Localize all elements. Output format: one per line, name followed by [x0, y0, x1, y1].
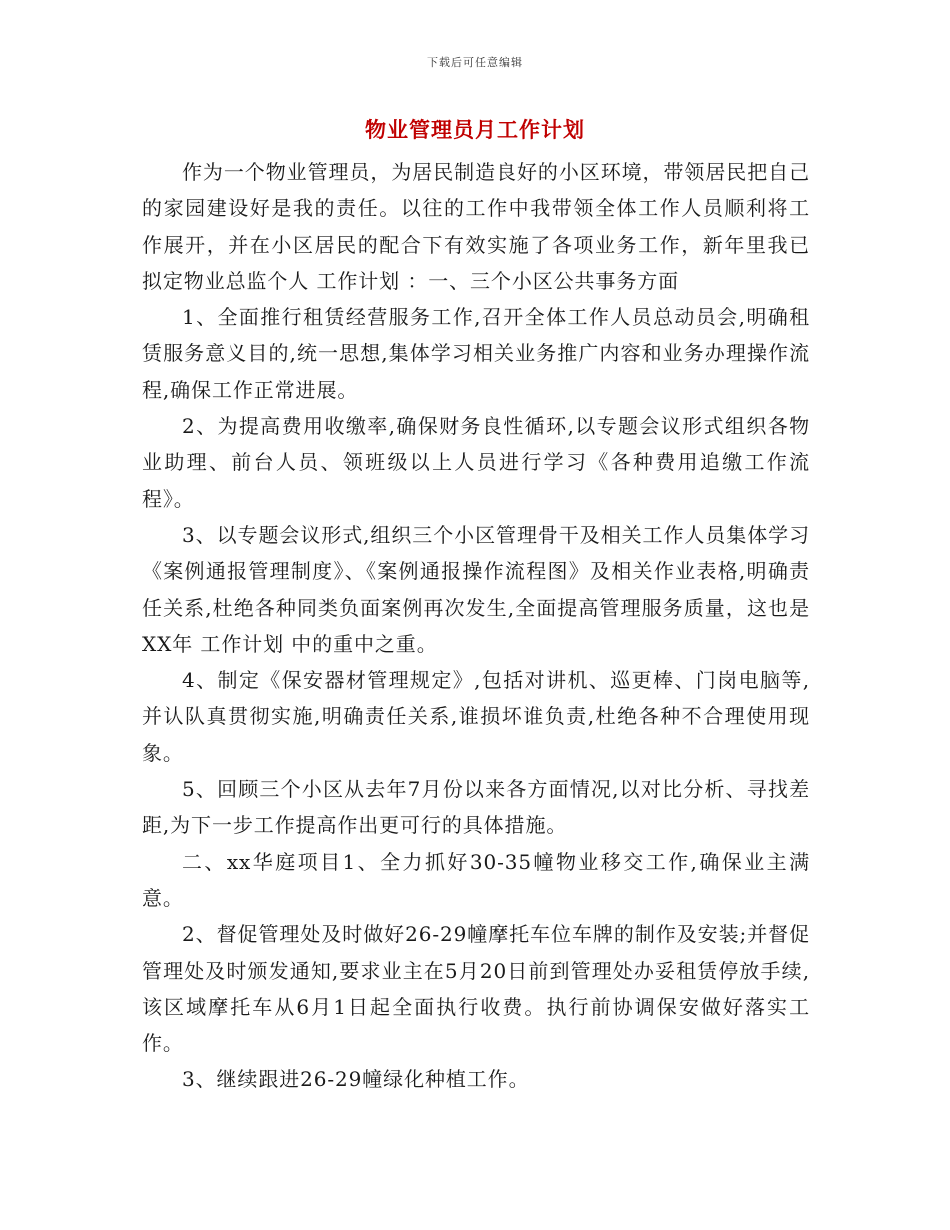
- paragraph-item-1: 1、全面推行租赁经营服务工作,召开全体工作人员总动员会,明确租赁服务意义目的,统一思想,集体学习相关业务推广内容和业务办理操作流程,确保工作正常进展。: [142, 305, 810, 402]
- paragraph-item-3: 3、以专题会议形式,组织三个小区管理骨干及相关工作人员集体学习《案例通报管理制度》、《案例通报操作流程图》及相关作业表格,明确责任关系,杜绝各种同类负面案例再次发生,全面提高管理服务质量，这也是XX年 工作计划 中的重中之重。: [142, 522, 810, 656]
- paragraph-item-4: 4、制定《保安器材管理规定》,包括对讲机、巡更棒、门岗电脑等,并认队真贯彻实施,明确责任关系,谁损坏谁负责,杜绝各种不合理使用现象。: [142, 668, 810, 765]
- document-body: [142, 154, 810, 1098]
- paragraph-intro: 作为一个物业管理员，为居民制造良好的小区环境，带领居民把自己的家园建设好是我的责任。以往的工作中我带领全体工作人员顺利将工作展开，并在小区居民的配合下有效实施了各项业务工作，新年里我已拟定物业总监个人 工作计划 ：一、三个小区公共事务方面: [142, 160, 810, 293]
- document-title: 物业管理员月工作计划: [365, 117, 585, 142]
- paragraph-section-2-item-2: 2、督促管理处及时做好26-29幢摩托车位车牌的制作及安装;并督促管理处及时颁发通知,要求业主在5月20日前到管理处办妥租赁停放手续,该区域摩托车从6月1日起全面执行收费。执行前协调保安做好落实工作。: [142, 922, 810, 1056]
- paragraph-item-5: 5、回顾三个小区从去年7月份以来各方面情况,以对比分析、寻找差距,为下一步工作提高作出更可行的具体措施。: [142, 777, 810, 838]
- paragraph-section-2: 二、xx华庭项目1、全力抓好30-35幢物业移交工作,确保业主满意。: [142, 849, 810, 910]
- paragraph-section-2-item-3: 3、继续跟进26-29幢绿化种植工作。: [182, 1067, 530, 1092]
- paragraph-item-2: 2、为提高费用收缴率,确保财务良性循环,以专题会议形式组织各物业助理、前台人员、领班级以上人员进行学习《各种费用追缴工作流程》。: [142, 414, 810, 511]
- header-note: 下载后可任意编辑: [427, 56, 523, 69]
